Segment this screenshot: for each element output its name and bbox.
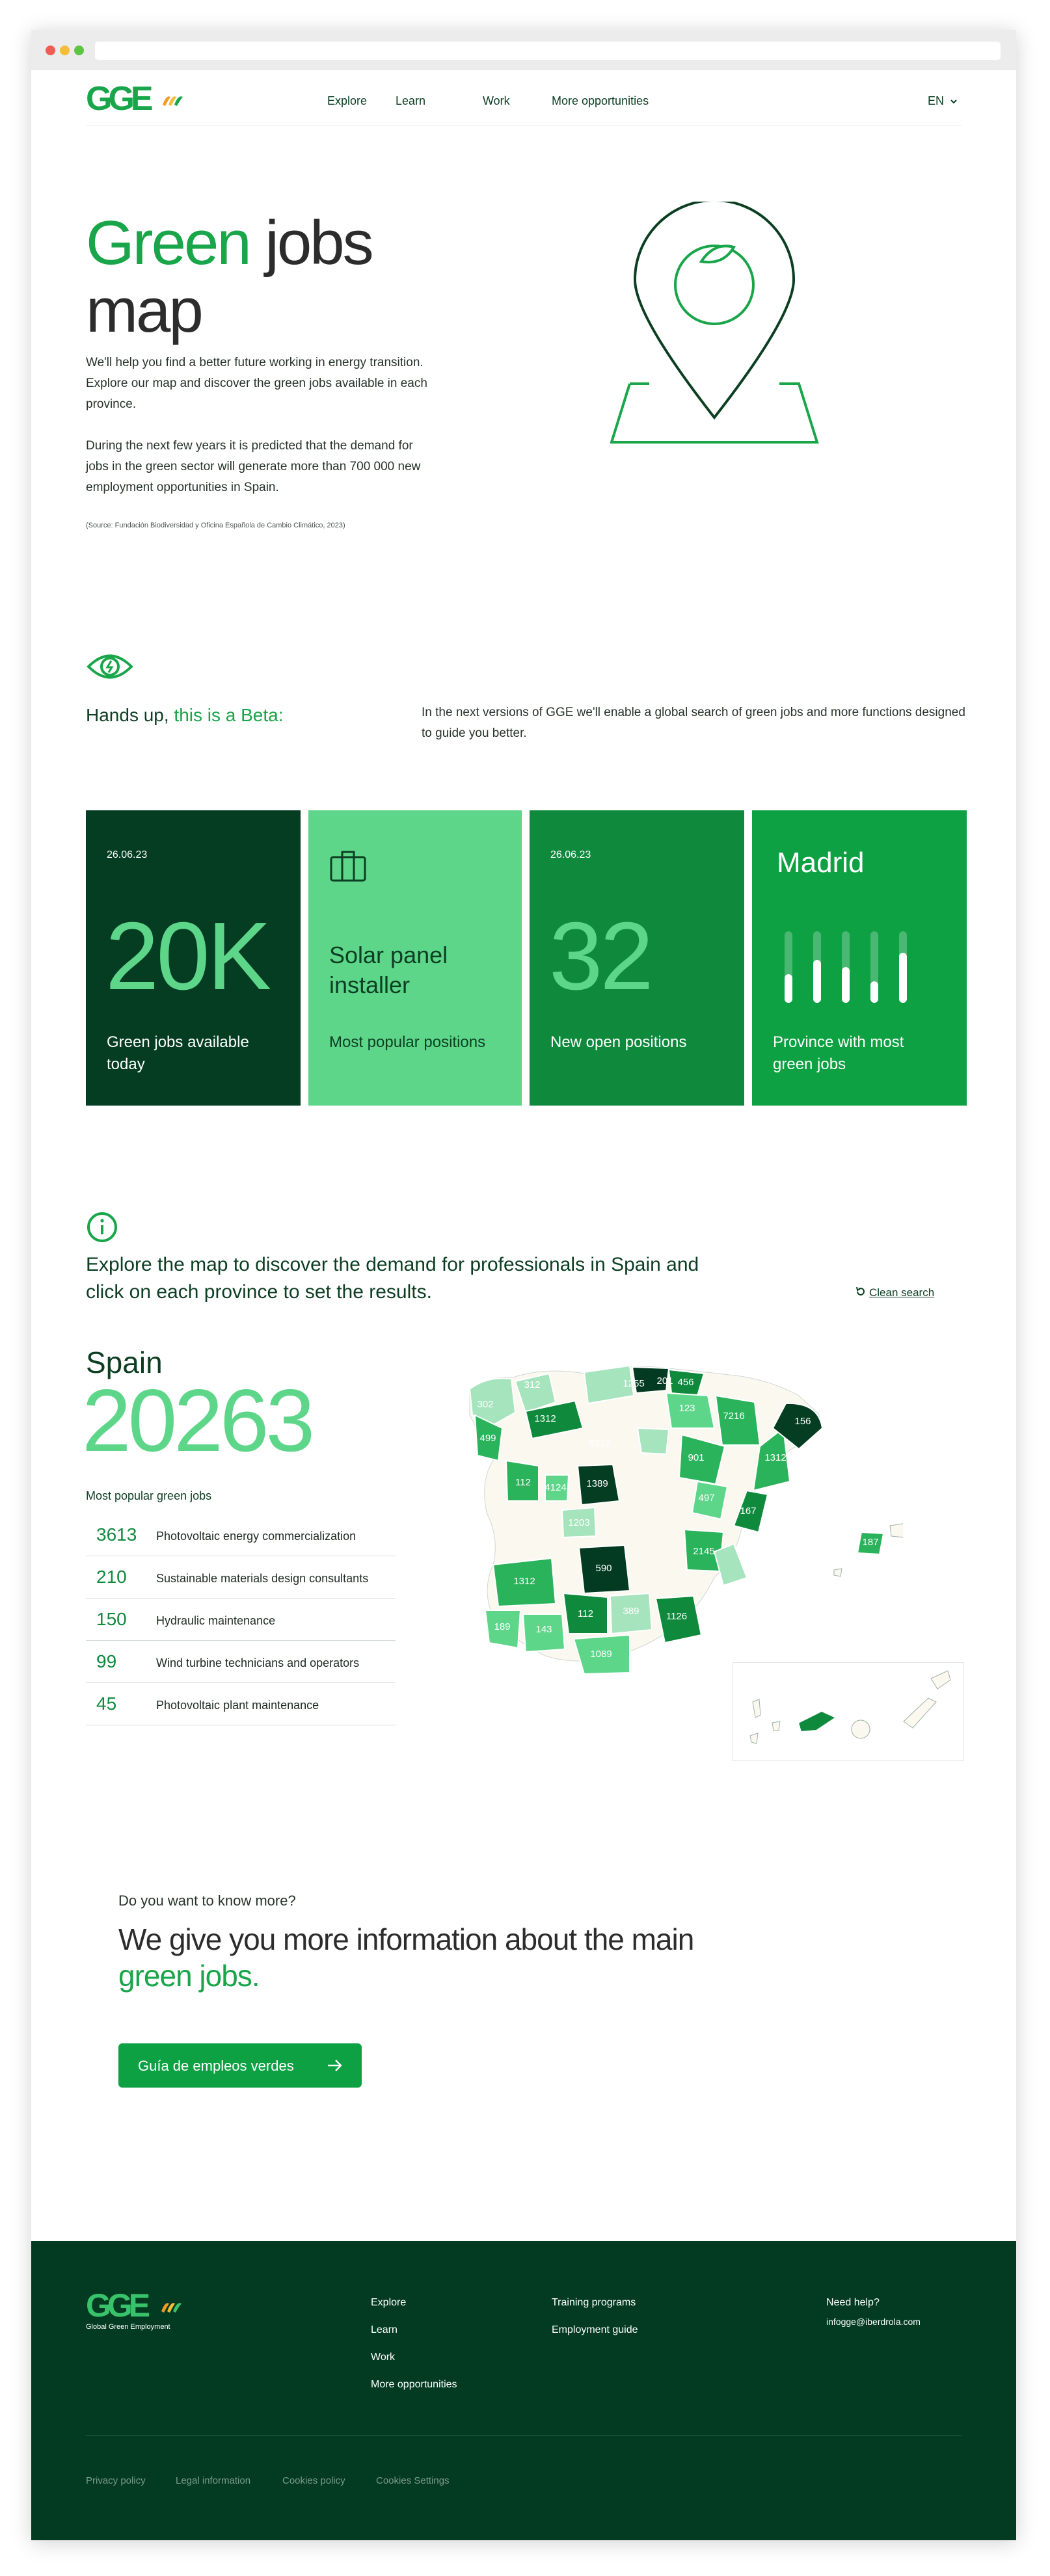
briefcase-icon — [329, 849, 367, 883]
province-count: 499 — [479, 1433, 496, 1444]
footer-link-training-programs[interactable]: Training programs — [552, 2297, 636, 2308]
beta-title: Hands up, this is a Beta: — [86, 705, 284, 725]
job-row[interactable] — [86, 1556, 396, 1599]
canary-islands-inset[interactable] — [733, 1662, 964, 1761]
footer-legal-link[interactable]: Legal information — [176, 2475, 251, 2486]
hero-intro: We'll help you find a better future working in energy transition. Explore our map and discover the green jobs available in each province. — [86, 356, 427, 411]
footer-logo[interactable]: GGE — [86, 2287, 147, 2324]
bar-fill — [813, 960, 821, 1003]
card-new-positions — [530, 810, 744, 1106]
province-count: 8312 — [589, 1438, 611, 1449]
button-label: Guía de empleos verdes — [138, 2058, 294, 2074]
more-info-title: We give you more information about the main green jobs. — [118, 1922, 694, 1993]
arrow-right-icon — [327, 2058, 343, 2073]
language-selector[interactable] — [928, 94, 958, 108]
bar-fill — [842, 967, 850, 1003]
footer-cookies-settings-link[interactable]: Cookies Settings — [376, 2475, 450, 2486]
job-count: 3613 — [96, 1524, 137, 1545]
card-date: 26.06.23 — [550, 849, 591, 860]
footer — [31, 2241, 1016, 2540]
card-label: New open positions — [550, 1033, 687, 1051]
country-name: Spain — [86, 1346, 163, 1379]
job-name: Hydraulic maintenance — [156, 1614, 276, 1627]
province-count: 1089 — [590, 1649, 612, 1660]
footer-divider — [86, 2435, 962, 2436]
footer-privacy-link[interactable]: Privacy policy — [86, 2475, 146, 2486]
card-label: Province with most green jobs — [773, 1033, 904, 1073]
card-popular-position — [308, 810, 522, 1106]
card-jobs-today — [86, 810, 301, 1106]
province-count: 143 — [535, 1624, 552, 1635]
country-total: 20263 — [82, 1371, 312, 1470]
bar-fill — [785, 974, 792, 1003]
logo[interactable]: GGE — [86, 80, 150, 118]
reset-icon — [855, 1286, 867, 1297]
province-count: 901 — [688, 1452, 705, 1463]
job-count: 150 — [96, 1609, 127, 1629]
province-count: 7216 — [723, 1411, 745, 1422]
job-name: Photovoltaic plant maintenance — [156, 1699, 319, 1712]
jobs-today-value: 20K — [105, 903, 269, 1010]
footer-link-more-opportunities[interactable]: More opportunities — [371, 2379, 457, 2390]
footer-cookies-link[interactable]: Cookies policy — [282, 2475, 345, 2486]
province-count: 2145 — [693, 1546, 715, 1557]
province-count: 1389 — [586, 1478, 608, 1489]
province-count: 123 — [679, 1403, 695, 1414]
job-name: Photovoltaic energy commercialization — [156, 1530, 357, 1543]
canary-islands-map — [733, 1663, 965, 1762]
job-row[interactable] — [86, 1683, 396, 1725]
card-label: Green jobs available today — [107, 1033, 249, 1073]
footer-link-employment-guide[interactable]: Employment guide — [552, 2324, 638, 2335]
footer-link-work[interactable]: Work — [371, 2352, 396, 2363]
province-count: 112 — [515, 1477, 531, 1488]
map-pin-illustration — [604, 202, 825, 455]
province-count: 112 — [578, 1608, 593, 1619]
address-bar[interactable] — [95, 42, 1001, 60]
province-count: 4124 — [545, 1482, 567, 1493]
footer-link-explore[interactable]: Explore — [371, 2297, 407, 2308]
province-count: 201 — [656, 1375, 673, 1387]
clean-search-link[interactable]: Clean search — [869, 1286, 935, 1299]
know-more-prompt: Do you want to know more? — [118, 1892, 296, 1909]
province-count: 1255 — [623, 1378, 645, 1389]
nav-work[interactable]: Work — [483, 94, 510, 107]
job-row[interactable] — [86, 1599, 396, 1641]
nav-explore[interactable]: Explore — [327, 94, 368, 107]
footer-link-learn[interactable]: Learn — [371, 2324, 397, 2335]
province-count: 167 — [740, 1506, 757, 1517]
hero-forecast: During the next few years it is predicted that the demand for jobs in the green sector will generate more than 700 000 new employment opportunities in Spain. — [86, 439, 421, 494]
province-count: 1203 — [568, 1517, 590, 1528]
province-count: 1312 — [764, 1452, 787, 1463]
province-count: 156 — [794, 1416, 811, 1427]
new-positions-value: 32 — [549, 903, 651, 1010]
popular-jobs-list — [86, 1514, 396, 1725]
green-jobs-guide-button[interactable] — [118, 2043, 362, 2088]
popular-jobs-heading: Most popular green jobs — [86, 1489, 212, 1502]
province-count: 312 — [524, 1379, 541, 1390]
footer-email-link[interactable]: infogge@iberdrola.com — [826, 2317, 921, 2327]
province-count: 1312 — [513, 1576, 535, 1587]
beta-text: In the next versions of GGE we'll enable a global search of green jobs and more functions designed to guide you better. — [422, 706, 965, 740]
top-province-name: Madrid — [777, 847, 865, 879]
minimize-window-button[interactable] — [60, 46, 70, 55]
job-row[interactable] — [86, 1514, 396, 1556]
footer-logo-subtitle: Global Green Employment — [86, 2323, 170, 2331]
province-bars-chart — [778, 931, 928, 1009]
province-count: 456 — [677, 1377, 694, 1388]
browser-chrome — [31, 30, 1016, 70]
bar-fill — [899, 953, 907, 1003]
eye-icon — [86, 650, 134, 683]
nav-learn[interactable]: Learn — [396, 94, 426, 107]
province-count: 497 — [698, 1493, 715, 1504]
job-row[interactable] — [86, 1641, 396, 1683]
job-name: Sustainable materials design consultants — [156, 1572, 369, 1585]
language-label: EN — [928, 94, 945, 107]
map-title: Explore the map to discover the demand for professionals in Spain and click on each province to set the results. — [86, 1254, 699, 1303]
logo-waves-icon — [161, 90, 185, 107]
province-count: 187 — [862, 1537, 879, 1548]
province-count: 1126 — [666, 1611, 688, 1622]
browser-window — [31, 30, 1016, 2540]
popular-position-title: Solar panel installer — [329, 942, 448, 998]
province-count: 590 — [595, 1563, 612, 1574]
province-count: 189 — [494, 1621, 511, 1632]
info-icon — [86, 1211, 118, 1243]
job-name: Wind turbine technicians and operators — [156, 1656, 360, 1669]
job-count: 99 — [96, 1651, 117, 1671]
close-window-button[interactable] — [46, 46, 55, 55]
job-count: 210 — [96, 1567, 127, 1587]
job-count: 45 — [96, 1693, 117, 1714]
logo-waves-icon — [160, 2297, 183, 2314]
card-label: Most popular positions — [329, 1033, 486, 1051]
card-date: 26.06.23 — [107, 849, 148, 860]
maximize-window-button[interactable] — [74, 46, 84, 55]
bar-fill — [870, 981, 878, 1003]
chevron-down-icon — [950, 98, 958, 105]
page-title: Green jobs map — [86, 208, 372, 345]
hero-source: (Source: Fundación Biodiversidad y Oficina Española de Cambio Climático, 2023) — [86, 522, 345, 529]
province-count: 1312 — [534, 1413, 556, 1424]
province-count: 302 — [477, 1399, 494, 1410]
footer-help-heading: Need help? — [826, 2297, 880, 2308]
province-count: 389 — [623, 1606, 639, 1617]
nav-more-opportunities[interactable]: More opportunities — [552, 94, 649, 107]
card-top-province — [752, 810, 967, 1106]
